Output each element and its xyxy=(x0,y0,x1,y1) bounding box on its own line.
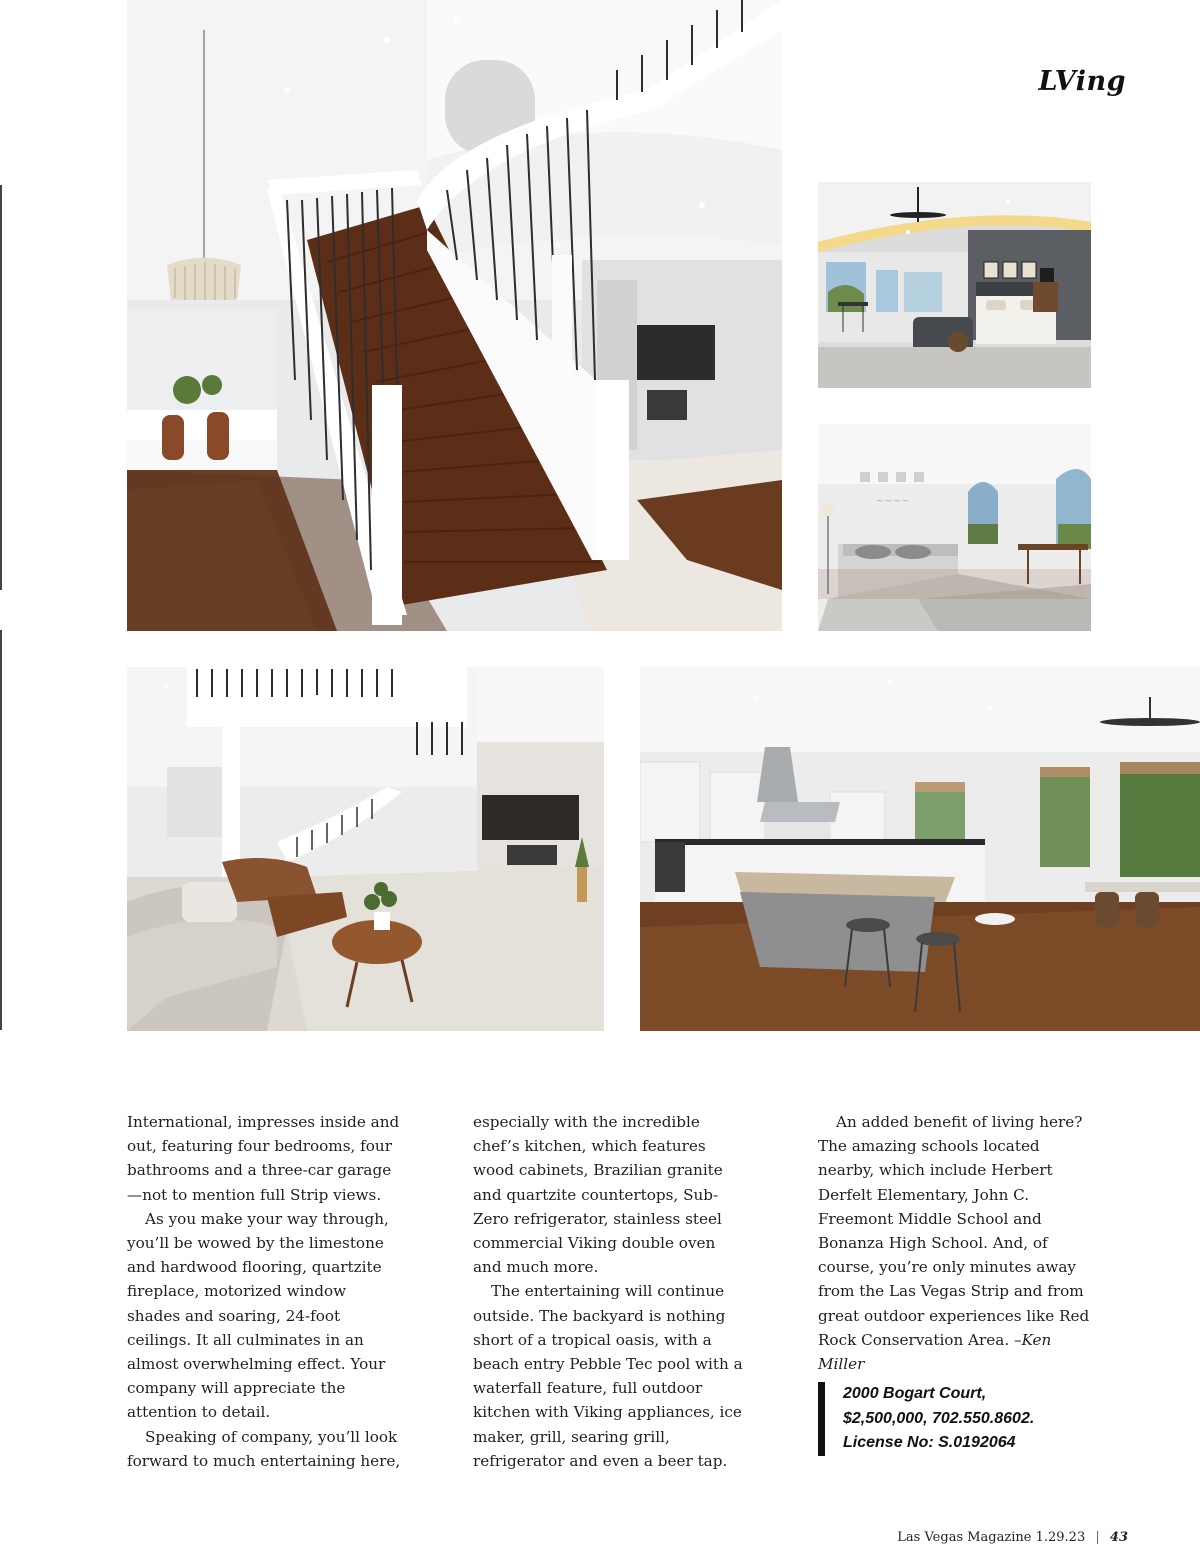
edge-mark-bottom xyxy=(0,630,2,1030)
svg-text:~~~~: ~~~~ xyxy=(876,496,910,507)
photo-guest-bedroom xyxy=(818,424,1091,631)
paragraph: As you make your way through, you’ll be wowed by the limestone and hardwood flooring, quartzite fireplace, motorized window shades and soaring, 24-foot ceilings. It all culminates in an almost overwhelming effect. Your company will appreciate the attention to detail. xyxy=(127,1209,389,1422)
issue-date: 1.29.23 xyxy=(1035,1530,1086,1545)
page-footer xyxy=(897,1530,1128,1545)
article-column-2 xyxy=(473,1110,748,1473)
paragraph: Speaking of company, you’ll look forward to much entertaining here, xyxy=(127,1427,401,1470)
section-logo: LVing xyxy=(1038,66,1126,97)
photo-staircase xyxy=(127,0,782,631)
article-column-3 xyxy=(818,1110,1093,1376)
paragraph: International, impresses inside and out, featuring four bedrooms, four bathrooms and a three-car garage—not to mention full Strip views. xyxy=(127,1113,400,1204)
listing-license: License No: S.0192064 xyxy=(843,1434,1016,1451)
footer-separator: | xyxy=(1095,1530,1100,1545)
photo-kitchen xyxy=(640,667,1200,1031)
listing-info xyxy=(818,1382,1133,1456)
publication-name: Las Vegas Magazine xyxy=(897,1530,1032,1545)
paragraph-text: An added benefit of living here? The amazing schools located nearby, which include Herbert Derfelt Elementary, John C. Freemont Middle School and Bonanza High School. And, of course, you’re only minutes away from the Las Vegas Strip and from great outdoor experiences like Red Rock Conservation Area. – xyxy=(818,1113,1090,1349)
edge-mark-top xyxy=(0,185,2,590)
byline: Ken Miller xyxy=(818,1330,1052,1374)
listing-price-phone: $2,500,000, 702.550.8602. xyxy=(843,1409,1035,1427)
photo-primary-bedroom xyxy=(818,182,1091,388)
photo-great-room xyxy=(127,667,604,1031)
paragraph xyxy=(818,1110,1093,1376)
article-column-1 xyxy=(127,1110,402,1473)
page-number: 43 xyxy=(1109,1530,1128,1545)
paragraph: The entertaining will continue outside. The backyard is nothing short of a tropical oasis, with a beach entry Pebble Tec pool with a waterfall feature, full outdoor kitchen with Viking appliances, ice maker, grill, searing grill, refrigerator and even a beer tap. xyxy=(473,1282,743,1470)
listing-address: 2000 Bogart Court, xyxy=(843,1385,987,1402)
paragraph: especially with the incredible chef’s kitchen, which features wood cabinets, Brazilian granite and quartzite countertops, Sub-Zero refrigerator, stainless steel commercial Viking double oven and much more. xyxy=(473,1113,723,1277)
